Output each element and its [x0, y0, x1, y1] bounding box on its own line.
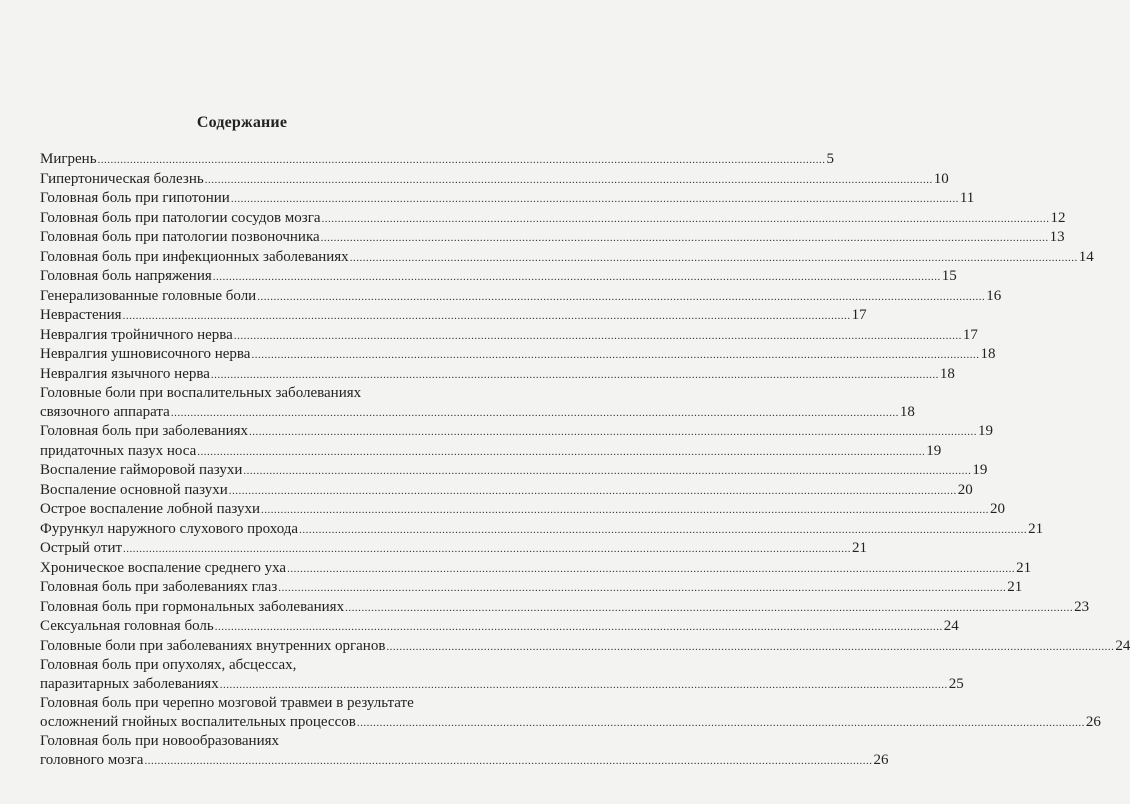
toc-entry-row: [40, 422, 994, 442]
toc-entry-row: [40, 287, 1002, 307]
table-of-contents: [40, 150, 1130, 770]
toc-entry-row: [40, 461, 988, 481]
toc-entry-title: Хроническое воспаление среднего уха: [40, 559, 287, 576]
toc-page-number: 16: [986, 287, 1002, 304]
dot-leader: [322, 210, 1050, 229]
toc-entry: [40, 500, 1005, 520]
toc-entry-row: [40, 228, 1065, 248]
toc-entry: [40, 365, 955, 385]
toc-entry-row: [40, 170, 949, 190]
toc-page-number: 17: [851, 307, 867, 323]
toc-entry-row: [40, 189, 975, 209]
toc-entry-row: [40, 209, 1066, 229]
toc-page-number: 21: [1028, 520, 1044, 537]
toc-page-number: 5: [826, 151, 835, 167]
dot-leader: [197, 443, 925, 462]
toc-entry-title: связочного аппарата: [40, 403, 170, 420]
toc-entry-title: Невралгия язычного нерва: [40, 365, 210, 382]
toc-entry: [40, 287, 1002, 307]
toc-entry: [40, 539, 868, 559]
toc-page-number: 19: [926, 442, 942, 459]
toc-entry: [40, 189, 975, 209]
toc-entry-title: Головная боль при заболеваниях глаз: [40, 579, 278, 595]
toc-entry: [40, 578, 1023, 598]
toc-entry: [40, 150, 835, 170]
toc-entry-line: Головные боли при воспалительных заболеваниях: [40, 385, 362, 401]
toc-entry-row: [40, 637, 1130, 657]
dot-leader: [350, 249, 1078, 268]
dot-leader: [345, 599, 1073, 618]
toc-entry-title: осложнений гнойных воспалительных процессов: [40, 713, 356, 730]
dot-leader: [123, 540, 851, 559]
toc-page-number: 14: [1078, 248, 1094, 265]
toc-entry: [40, 520, 1044, 540]
toc-page-number: 19: [978, 423, 994, 439]
toc-page-number: 25: [948, 675, 964, 692]
toc-page-number: 15: [941, 268, 957, 284]
toc-page-number: 13: [1049, 229, 1065, 245]
toc-entry-title: паразитарных заболеваниях: [40, 675, 219, 692]
toc-page-number: 18: [899, 403, 915, 420]
toc-page-number: 19: [972, 462, 988, 478]
toc-entry-row: [40, 500, 1005, 520]
toc-entry-line: Головная боль при черепно мозговой травмеи в результате: [40, 695, 414, 711]
toc-entry-row: [40, 675, 964, 695]
toc-page-number: 10: [933, 170, 949, 187]
dot-leader: [98, 151, 826, 170]
toc-entry-title: Невралгия ушновисочного нерва: [40, 346, 251, 362]
toc-entry-row: [40, 598, 1090, 618]
toc-entry-row: [40, 267, 957, 287]
toc-entry-row: [40, 248, 1094, 268]
dot-leader: [213, 268, 941, 287]
toc-entry: [40, 598, 1090, 618]
dot-leader: [257, 288, 985, 307]
dot-leader: [231, 190, 959, 209]
toc-entry-title: Головная боль при патологии позвоночника: [40, 229, 320, 245]
toc-entry-title: головного мозга: [40, 751, 144, 768]
toc-entry-row: [40, 539, 868, 559]
toc-entry-row: [40, 150, 835, 170]
dot-leader: [287, 560, 1015, 579]
dot-leader: [386, 638, 1114, 657]
dot-leader: [357, 714, 1085, 733]
toc-entry-title: Генерализованные головные боли: [40, 287, 257, 304]
toc-entry-row: [40, 442, 942, 462]
toc-page-number: 21: [1016, 559, 1032, 576]
dot-leader: [215, 618, 943, 637]
dot-leader: [144, 752, 872, 771]
toc-entry-title: Сексуальная головная боль: [40, 618, 214, 634]
dot-leader: [205, 171, 933, 190]
toc-entry-line: Головная боль при опухолях, абсцессах,: [40, 657, 297, 673]
toc-entry-title: Фурункул наружного слухового прохода: [40, 520, 299, 537]
toc-entry: [40, 732, 889, 770]
dot-leader: [211, 366, 939, 385]
toc-page-number: 26: [873, 751, 889, 768]
toc-page-number: 24: [943, 618, 959, 634]
dot-leader: [171, 404, 899, 423]
toc-entry: [40, 384, 915, 422]
toc-page-number: 18: [980, 346, 996, 362]
toc-entry-title: Острое воспаление лобной пазухи: [40, 501, 260, 517]
dot-leader: [251, 346, 979, 365]
toc-page-number: 20: [990, 501, 1005, 517]
toc-page-number: 17: [962, 326, 978, 343]
toc-entry: [40, 326, 978, 346]
toc-page-number: 24: [1115, 637, 1130, 654]
toc-entry-title: Головная боль при гипотонии: [40, 190, 230, 206]
toc-entry-row: [40, 520, 1044, 540]
toc-entry-row: [40, 306, 867, 326]
toc-entry-title: Головная боль при инфекционных заболеваниях: [40, 248, 349, 265]
toc-entry-title: Гипертоническая болезнь: [40, 170, 204, 187]
toc-entry-title: придаточных пазух носа: [40, 442, 197, 459]
page-title: Содержание: [196, 114, 288, 131]
toc-entry: [40, 306, 867, 326]
toc-page-number: 18: [939, 365, 955, 382]
toc-entry-row: [40, 751, 889, 771]
toc-entry-title: Острый отит: [40, 540, 123, 556]
toc-entry: [40, 267, 957, 287]
dot-leader: [229, 482, 957, 501]
toc-entry: [40, 170, 949, 190]
toc-entry-row: [40, 345, 996, 365]
toc-entry-title: Головные боли при заболеваниях внутренних органов: [40, 637, 386, 654]
dot-leader: [278, 579, 1006, 598]
dot-leader: [220, 676, 948, 695]
toc-entry: [40, 481, 973, 501]
dot-leader: [299, 521, 1027, 540]
toc-entry-title: Головная боль при патологии сосудов мозга: [40, 209, 321, 226]
toc-entry-line: Головная боль при новообразованиях: [40, 733, 280, 749]
toc-entry-row: [40, 578, 1023, 598]
toc-entry-row: [40, 403, 915, 423]
toc-entry: [40, 694, 1101, 732]
toc-entry-row: [40, 365, 955, 385]
toc-page-number: 21: [1007, 579, 1023, 595]
toc-entry: [40, 422, 994, 442]
toc-page-number: 20: [957, 481, 973, 498]
toc-entry-row: [40, 713, 1101, 733]
toc-entry-title: Мигрень: [40, 151, 97, 167]
dot-leader: [249, 423, 977, 442]
toc-entry: [40, 656, 964, 694]
toc-entry-title: Головная боль напряжения: [40, 268, 212, 284]
toc-page-number: 21: [852, 540, 868, 556]
toc-entry: [40, 617, 959, 637]
toc-entry-row: [40, 326, 978, 346]
toc-entry: [40, 442, 942, 462]
toc-entry-title: Воспаление гайморовой пазухи: [40, 462, 243, 478]
toc-entry: [40, 209, 1066, 229]
toc-entry-row: [40, 617, 959, 637]
toc-entry-row: [40, 481, 973, 501]
toc-page-number: 12: [1050, 209, 1066, 226]
toc-entry-title: Головная боль при гормональных заболеваниях: [40, 598, 345, 615]
dot-leader: [321, 229, 1049, 248]
toc-entry: [40, 637, 1130, 657]
dot-leader: [234, 327, 962, 346]
toc-entry-row: [40, 559, 1032, 579]
toc-entry: [40, 248, 1094, 268]
toc-page-number: 26: [1085, 713, 1101, 730]
toc-entry-title: Головная боль при заболеваниях: [40, 423, 249, 439]
toc-entry: [40, 345, 996, 365]
dot-leader: [261, 501, 989, 520]
toc-entry-title: Воспаление основной пазухи: [40, 481, 228, 498]
toc-entry: [40, 228, 1065, 248]
toc-entry: [40, 559, 1032, 579]
dot-leader: [123, 307, 851, 326]
dot-leader: [243, 462, 971, 481]
toc-page-number: 23: [1074, 598, 1090, 615]
toc-entry-title: Неврастения: [40, 307, 122, 323]
toc-page-number: 11: [959, 190, 975, 206]
toc-entry-title: Невралгия тройничного нерва: [40, 326, 233, 343]
toc-entry: [40, 461, 988, 481]
